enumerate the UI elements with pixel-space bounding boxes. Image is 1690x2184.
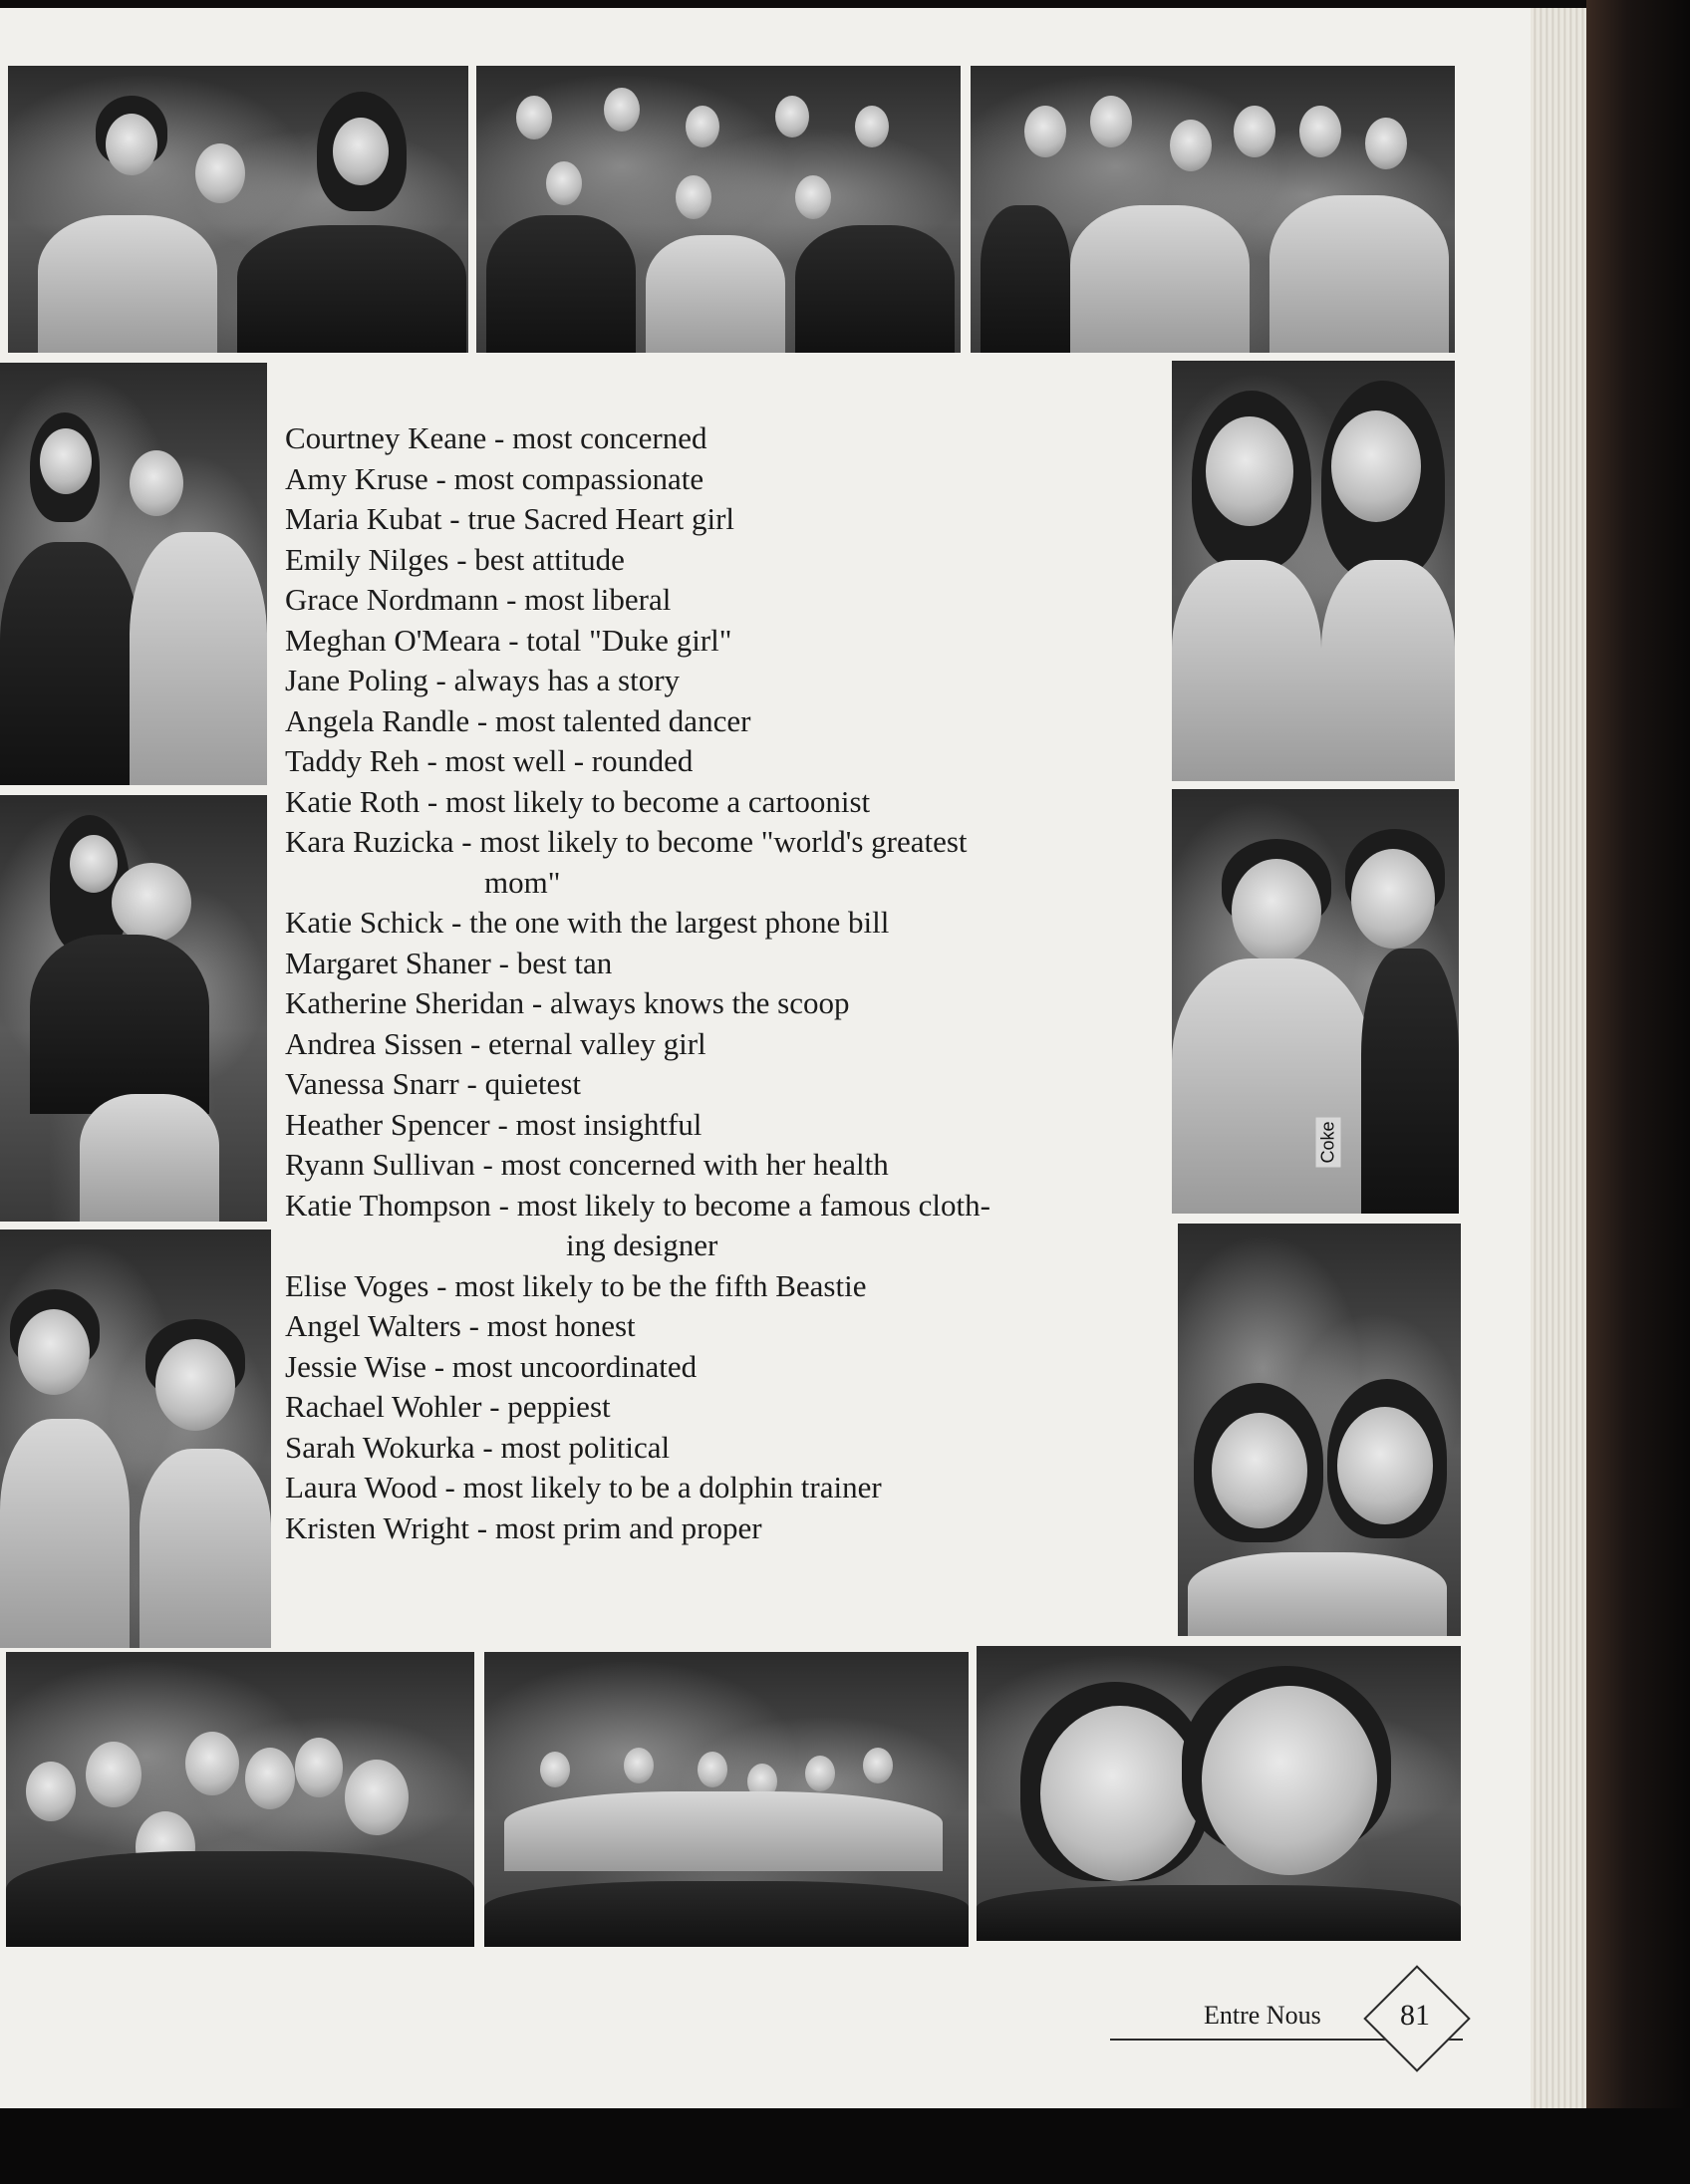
- superlative-text: Meghan O'Meara - total "Duke girl": [285, 622, 732, 658]
- superlative-text: Heather Spencer - most insightful: [285, 1106, 703, 1142]
- list-item: [285, 418, 1162, 459]
- superlative-text: Elise Voges - most likely to be the fifth Beastie: [285, 1267, 867, 1303]
- superlative-text: Emily Nilges - best attitude: [285, 541, 625, 577]
- photo-bottom-left: [6, 1652, 474, 1947]
- list-item-continuation: [285, 863, 1162, 904]
- superlative-text: Vanessa Snarr - quietest: [285, 1066, 581, 1101]
- superlatives-list: [285, 418, 1162, 1548]
- photo-top-right: [971, 66, 1455, 353]
- list-item: [285, 782, 1162, 823]
- superlative-text: Grace Nordmann - most liberal: [285, 582, 672, 617]
- list-item: [285, 1468, 1162, 1508]
- list-item: [285, 1347, 1162, 1388]
- list-item: [285, 1508, 1162, 1549]
- superlative-text: Katie Schick - the one with the largest phone bill: [285, 905, 890, 940]
- photo-left-1: [0, 363, 267, 785]
- superlative-text: Maria Kubat - true Sacred Heart girl: [285, 501, 735, 536]
- list-item: [285, 1024, 1162, 1065]
- section-title: Entre Nous: [1204, 2001, 1321, 2030]
- superlative-continuation: mom": [484, 864, 561, 900]
- page-number: 81: [1400, 1999, 1430, 2032]
- list-item: [285, 1387, 1162, 1428]
- superlative-text: Katherine Sheridan - always knows the scoop: [285, 985, 850, 1020]
- list-item: [285, 822, 1162, 863]
- superlative-text: Kara Ruzicka - most likely to become "world's greatest: [285, 824, 968, 859]
- photo-right-3: [1178, 1224, 1461, 1636]
- list-item: [285, 1145, 1162, 1186]
- list-item: [285, 1428, 1162, 1469]
- list-item: [285, 621, 1162, 662]
- superlative-text: Margaret Shaner - best tan: [285, 945, 613, 980]
- superlative-text: Jane Poling - always has a story: [285, 663, 681, 697]
- list-item: [285, 459, 1162, 500]
- list-item: [285, 903, 1162, 944]
- page-edges: [1531, 8, 1586, 2108]
- list-item: [285, 944, 1162, 984]
- superlative-text: Courtney Keane - most concerned: [285, 420, 707, 455]
- list-item: [285, 1064, 1162, 1105]
- list-item: [285, 661, 1162, 701]
- book-cover-edge: [1586, 0, 1690, 2184]
- list-item: [285, 580, 1162, 621]
- list-item: [285, 540, 1162, 581]
- superlative-text: Jessie Wise - most uncoordinated: [285, 1348, 698, 1384]
- superlative-text: Taddy Reh - most well - rounded: [285, 743, 694, 778]
- photo-bottom-right: [977, 1646, 1461, 1941]
- list-item: [285, 499, 1162, 540]
- list-item: [285, 1105, 1162, 1146]
- coke-can-label: Coke: [1316, 1117, 1341, 1167]
- superlative-text: Angela Randle - most talented dancer: [285, 702, 751, 738]
- superlative-continuation: ing designer: [566, 1228, 718, 1262]
- list-item: [285, 983, 1162, 1024]
- photo-left-2: [0, 795, 267, 1222]
- photo-right-1: [1172, 361, 1455, 781]
- superlative-text: Rachael Wohler - peppiest: [285, 1389, 611, 1424]
- list-item-continuation: [285, 1226, 1162, 1266]
- superlative-text: Katie Roth - most likely to become a cartoonist: [285, 783, 871, 819]
- superlative-text: Angel Walters - most honest: [285, 1308, 636, 1343]
- superlative-text: Katie Thompson - most likely to become a famous cloth-: [285, 1187, 990, 1223]
- superlative-text: Sarah Wokurka - most political: [285, 1429, 671, 1465]
- scan-bottom-band: [0, 2108, 1690, 2184]
- superlative-text: Amy Kruse - most compassionate: [285, 460, 704, 496]
- photo-bottom-center: [484, 1652, 969, 1947]
- photo-right-2: [1172, 789, 1459, 1214]
- superlative-text: Andrea Sissen - eternal valley girl: [285, 1025, 706, 1061]
- list-item: [285, 741, 1162, 782]
- superlative-text: Laura Wood - most likely to be a dolphin trainer: [285, 1470, 882, 1504]
- photo-left-3: [0, 1229, 271, 1648]
- list-item: [285, 1306, 1162, 1347]
- superlative-text: Ryann Sullivan - most concerned with her health: [285, 1147, 889, 1182]
- list-item: [285, 1266, 1162, 1307]
- list-item: [285, 701, 1162, 742]
- superlative-text: Kristen Wright - most prim and proper: [285, 1509, 762, 1545]
- list-item: [285, 1186, 1162, 1227]
- photo-top-center: [476, 66, 961, 353]
- photo-top-left: [8, 66, 468, 353]
